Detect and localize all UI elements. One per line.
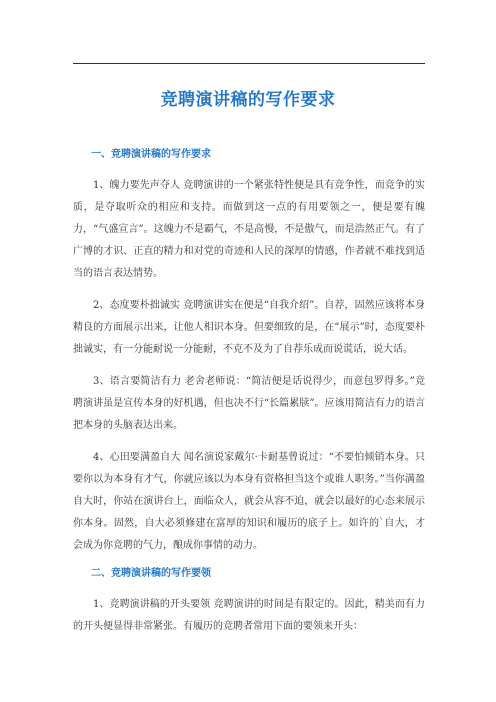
- header-rule: [73, 63, 425, 64]
- paragraph: 3、语言要简洁有力 老舍老师说：“简洁便是话说得少，而意包罗得多。”竞聘演讲虽是宣传本身的好机遇，但也决不行“长篇累牍”。应该用简洁有力的语言把本身的头脑表达出来。: [73, 376, 425, 431]
- document-body: [73, 148, 425, 648]
- paragraph: 2、态度要朴拙诚实 竞聘演讲实在便是“自我介绍”。自荐，固然应该将本身精良的方面展示出来，让他人相识本身。但要细致的是，在“展示”时，态度要朴拙诚实，有一分能耐说一分能耐，不克不及为了自荐乐成而说谎话，说大话。: [73, 300, 425, 355]
- section-1: [73, 148, 425, 557]
- section-heading: 一、竞聘演讲稿的写作要求: [91, 149, 211, 160]
- paragraph: 4、心田要满盈自大 闻名演说家戴尔·卡耐基曾说过：“不要怕倾销本身。只要你以为本身有才气，你就应该以为本身有资格担当这个或谁人职务。”当你满盈自大时，你站在演讲台上，面临众人，就会从容不迫，就会以最好的心态来展示你本身。固然，自大必须修建在富厚的知识和履历的底子上。如许的`自大，才会成为你竞聘的气力，酿成你事情的动力。: [73, 452, 425, 551]
- paragraph: 1、竞聘演讲稿的开头要领 竞聘演讲的时间是有限定的。因此，精美而有力的开头便显得非常紧张。有履历的竞聘者常用下面的要领来开头：: [73, 599, 425, 632]
- document-title: 竞聘演讲稿的写作要求: [160, 90, 336, 110]
- section-heading: 二、竞聘演讲稿的写作要领: [91, 568, 211, 579]
- paragraph: 1、魄力要先声夺人 竞聘演讲的一个紧张特性便是具有竞争性，而竞争的实质，是夺取听众的相应和支持。而做到这一点的有用要领之一，便是要有魄力，“气盛宣言”。这魄力不是霸气，不是高慢，不是傲气，而是浩然正气。有了广博的才识、正直的精力和对党的奇迹和人民的深厚的情感，作者就不难找到适当的语言表达情势。: [73, 180, 425, 279]
- section-2: [73, 567, 425, 638]
